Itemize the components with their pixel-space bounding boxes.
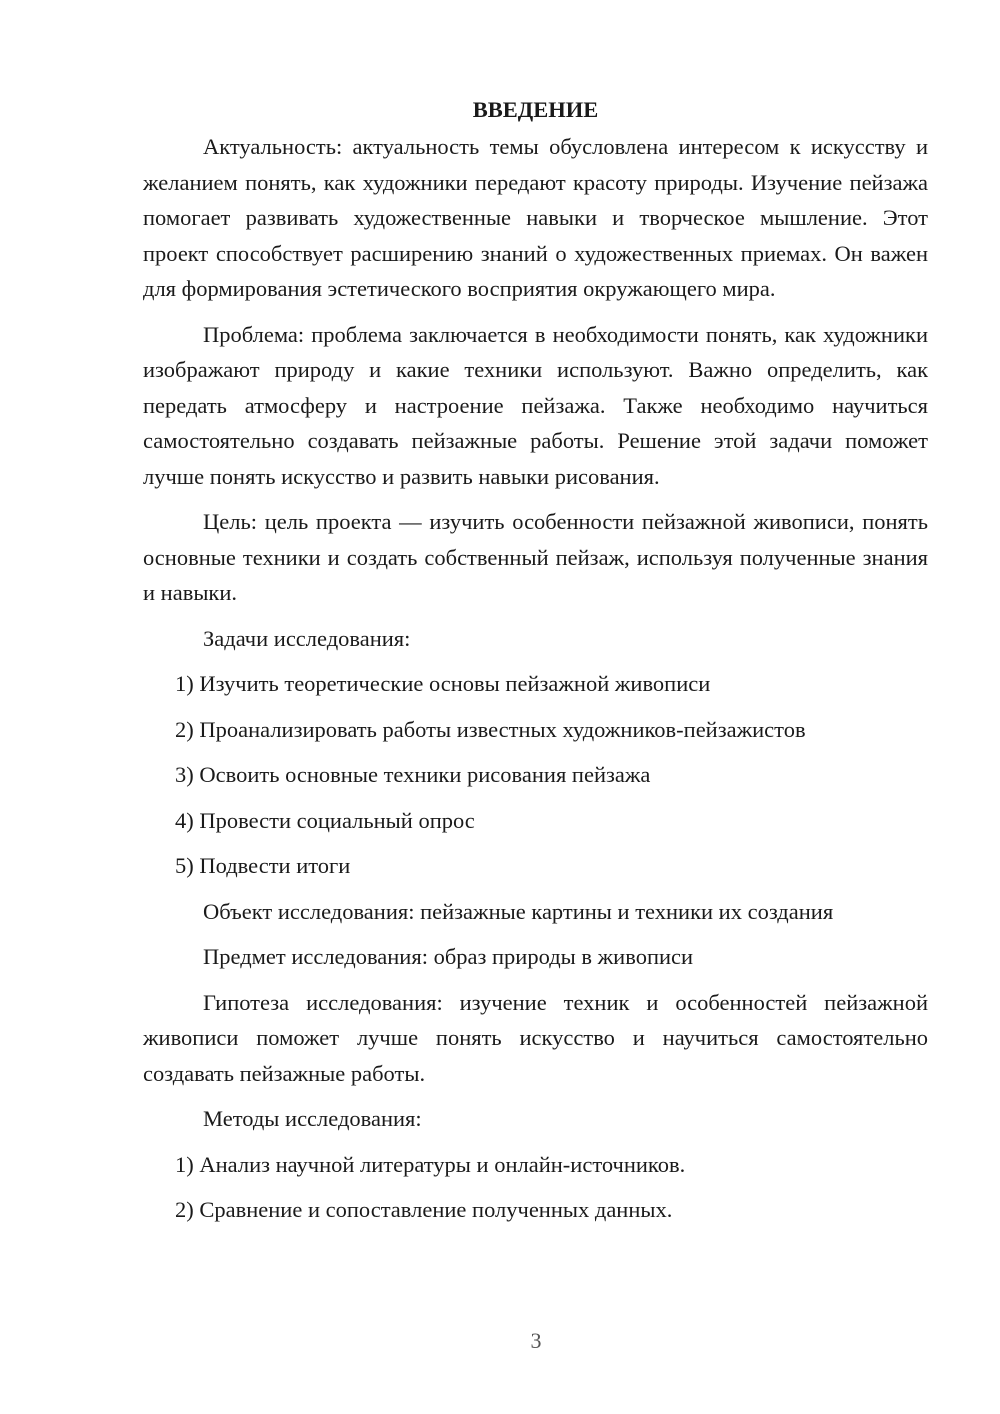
task-item-3: 3) Освоить основные техники рисования пейзажа bbox=[175, 762, 651, 787]
task-item-5: 5) Подвести итоги bbox=[175, 853, 351, 878]
page-number: 3 bbox=[530, 1328, 542, 1353]
research-object: Объект исследования: пейзажные картины и техники их создания bbox=[203, 898, 834, 924]
methods-heading: Методы исследования: bbox=[203, 1106, 422, 1131]
relevance-paragraph: Актуальность: актуальность темы обусловлена интересом к искусству и желанием понять, как художники передают красоту природы. Изучение пейзажа помогает развивать художественные навыки и творческое мышление. Этот проект способствует расширению знаний о художественных приемах. Он важен для формирования эстетического восприятия окружающего мира. bbox=[143, 134, 928, 301]
page-title: ВВЕДЕНИЕ bbox=[472, 97, 599, 122]
hypothesis-paragraph: Гипотеза исследования: изучение техник и особенностей пейзажной живописи поможет лучше понять искусство и научиться самостоятельно создавать пейзажные работы. bbox=[143, 989, 928, 1086]
tasks-heading: Задачи исследования: bbox=[203, 625, 411, 651]
problem-paragraph: Проблема: проблема заключается в необходимости понять, как художники изображают природу и какие техники используют. Важно определить, как передать атмосферу и настроение пейзажа. Также необходимо научиться самостоятельно создавать пейзажные работы. Решение этой задачи поможет лучше понять искусство и развить навыки рисования. bbox=[143, 321, 928, 489]
goal-paragraph: Цель: цель проекта — изучить особенности пейзажной живописи, понять основные техники и создать собственный пейзаж, используя полученные знания и навыки. bbox=[143, 509, 928, 605]
task-item-2: 2) Проанализировать работы известных художников-пейзажистов bbox=[175, 716, 806, 742]
method-item-2: 2) Сравнение и сопоставление полученных данных. bbox=[175, 1197, 673, 1222]
research-subject: Предмет исследования: образ природы в живописи bbox=[203, 944, 694, 969]
method-item-1: 1) Анализ научной литературы и онлайн-источников. bbox=[175, 1151, 686, 1177]
task-item-1: 1) Изучить теоретические основы пейзажной живописи bbox=[175, 671, 711, 696]
task-item-4: 4) Провести социальный опрос bbox=[175, 807, 475, 833]
document-page bbox=[143, 92, 928, 1238]
